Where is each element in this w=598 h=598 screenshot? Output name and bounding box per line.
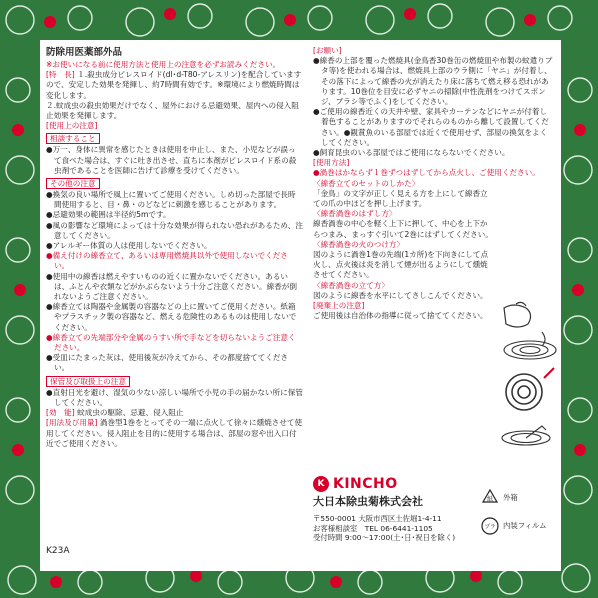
recycle-paper-label: 外箱 xyxy=(503,492,518,502)
other-note-4: ●アレルギー体質の人は使用しないでください。 xyxy=(46,241,212,251)
section-storage: 保管及び取扱上の注意 xyxy=(46,376,130,387)
other-note-8: ●線香立ての先端部分や金属のうすい所で手などを切らないようご注意ください。 xyxy=(46,332,296,353)
svg-text:紙: 紙 xyxy=(486,496,494,503)
other-note-6: ●使用中の線香は燃えやすいものの近くに置かないでください。あるいは、ふとんや衣類などがかぶらないよう十分ご注意ください。線香が倒れないようご注意ください。 xyxy=(46,271,297,302)
customer-phone: お客様相談室 TEL 06-6441-1105 xyxy=(313,523,433,533)
disposal-heading: [廃棄上の注意] xyxy=(313,301,365,311)
reception-hours: 受付時間 9:00～17:00(土･日･祝日を除く) xyxy=(313,533,456,543)
address-line: 〒550-0001 大阪市西区土佐堀1-4-11 xyxy=(313,514,442,523)
coil-lighting-icon xyxy=(506,368,554,410)
company-address xyxy=(313,514,455,543)
step-set-stand-text: 「金鳥」の文字が正しく見える方を上にして線香立ての爪の中ほどを押し上げます。 xyxy=(313,188,488,209)
product-code: K23A xyxy=(46,546,70,556)
other-note-7: ●線香立ては陶器や金属製の容器などの上に置いてご使用ください。紙箱やプラスチック製の容器など、燃える危険性のあるものは使用しないでください。 xyxy=(46,302,297,332)
usage-method-heading: [使用方法] xyxy=(313,158,350,168)
right-column xyxy=(313,46,553,321)
features-label: [特 長] xyxy=(46,70,75,80)
other-note-1: ●換気の良い場所で風上に置いてご使用ください。しめ切った部屋で長時間使用すると、目・鼻・のどなどに刺激を感じることがあります。 xyxy=(46,190,296,210)
usage-text: 渦巻型1巻をとってその一端に点火して徐々に燻焼させて使用してください。侵入阻止を目的に使用する場合は、部屋の窓や出入口付近でご使用ください。 xyxy=(46,418,303,448)
section-consult: 相談すること xyxy=(46,133,100,144)
consult-text: ●万一、身体に異常を感じたときは使用を中止し、また、小児などが誤って食べた場合は、すぐに吐き出させ、直ちに本剤がピレスロイド系の殺虫剤であることを医師に告げて診療を受けてください。 xyxy=(46,145,297,175)
storage-note-1: ●直射日光を避け、湿気の少ない涼しい場所で小児の手の届かない所に保管してください。 xyxy=(46,387,303,407)
label-card xyxy=(40,40,561,571)
usage-block xyxy=(46,418,303,449)
features-block xyxy=(46,70,303,101)
step-light-text: 図のように渦巻1巻の先端(1カ所)を下向きにして点火し、点火後は炎を消して煙が出るようにして燻焼させてください。 xyxy=(313,250,489,280)
usage-steps xyxy=(313,179,493,301)
step-stand-heading: 〈線香渦巻の立て方〉 xyxy=(313,280,389,290)
brand-logo xyxy=(313,476,398,492)
request-note-2: ●ご使用の線香近くの天井や壁、家具やカーテンなどにヤニが付着し着色することがありますのでそれらのものから離して設置してください。●観賞魚のいる部屋では近くで使用せず、部屋の換気をよくしてください。 xyxy=(313,107,549,147)
request-note-1: ●線香の上部を覆った燃焼具(金鳥香30巻缶の燃焼皿や布製の蚊遣りブタ等)を使われる場合は、燃焼具上部のウラ側に「ヤニ」が付着し、その落下によって線香の火が消えたり床に落ちて燃え移る恐れがあります。10巻位を目安に必ずヤニの掃除(中性洗剤をつけてスポンジ、ブラシ等でふく)をしてください。 xyxy=(313,56,553,107)
plastic-recycle-icon xyxy=(480,516,500,536)
features-text-1: １.殺虫成分ピレスロイド(dl･d-T80-アレスリン)を配合していますので、安定した効果を発揮し、約7時間有効です。※環境により燃焼時間は変化します。 xyxy=(46,70,302,100)
features-text-2: ２.蚊成虫の殺虫効果だけでなく、屋外における忌避効果、屋内への侵入阻止効果を発揮します。 xyxy=(46,100,299,121)
paper-recycle-icon xyxy=(480,488,500,508)
svg-text:プラ: プラ xyxy=(484,524,496,531)
step-light-heading: 〈線香渦巻の火のつけ方〉 xyxy=(313,239,405,249)
section-other: その他の注意 xyxy=(46,178,100,189)
recycle-plastic-mark xyxy=(480,516,546,536)
other-note-2: ●忌避効果の範囲は半径約5mです。 xyxy=(46,210,171,220)
request-note-3: ●飼育昆虫のいる部屋ではご使用にならないでください。 xyxy=(313,148,510,158)
product-category-title: 防除用医薬部外品 xyxy=(46,47,123,58)
disposal-text: ご使用後は自治体の指導に従って捨ててください。 xyxy=(313,311,488,321)
other-note-5: ●備え付けの線香立て、あるいは専用燃焼具以外で使用しないでください。 xyxy=(46,251,288,271)
effect-text: 蚊成虫の駆除、忌避、侵入阻止 xyxy=(77,408,184,418)
kincho-logo-icon: K xyxy=(313,476,329,492)
company-name: 大日本除虫菊株式会社 xyxy=(313,495,423,508)
caution-heading: [使用上の注意] xyxy=(46,121,98,131)
read-first-notice: ※お使いになる前に使用方法と使用上の注意を必ずお読みください。 xyxy=(46,60,281,69)
usage-method-intro: ●渦巻はかならず１巻ずつはずしてから点火し、ご使用ください。 xyxy=(313,168,540,178)
hand-pressing-stand-icon xyxy=(504,302,531,327)
coil-separate-icon xyxy=(504,332,556,359)
brand-name: KINCHO xyxy=(333,475,398,492)
step-separate-heading: 〈線香渦巻のはずし方〉 xyxy=(313,209,397,219)
step-stand-text: 図のように線香を水平にしてさしこんでください。 xyxy=(313,290,488,300)
step-set-stand-heading: 〈線香立てのセットのしかた〉 xyxy=(313,178,420,188)
effect-block xyxy=(46,408,303,418)
recycle-plastic-label: 内装フィルム xyxy=(503,520,547,530)
usage-label: [用法及び用量] xyxy=(46,418,98,428)
request-heading: [お願い] xyxy=(313,46,342,55)
recycle-paper-mark xyxy=(480,488,518,508)
other-note-3: ●風の影響など環境によっては十分な効果が得られない恐れがあるため、注意してください。 xyxy=(46,220,303,240)
left-column xyxy=(46,46,303,449)
usage-illustration xyxy=(496,298,561,458)
effect-label: [効 能] xyxy=(46,408,75,418)
other-note-9: ●受皿にたまった灰は、使用後灰が冷えてから、その都度捨ててください。 xyxy=(46,353,289,373)
coil-stand-icon xyxy=(502,426,550,445)
step-separate-text: 線香渦巻の中心を軽く上下に押して、中心を上下からつまみ、まっすぐ引いて2巻にはずしてください。 xyxy=(313,219,493,239)
